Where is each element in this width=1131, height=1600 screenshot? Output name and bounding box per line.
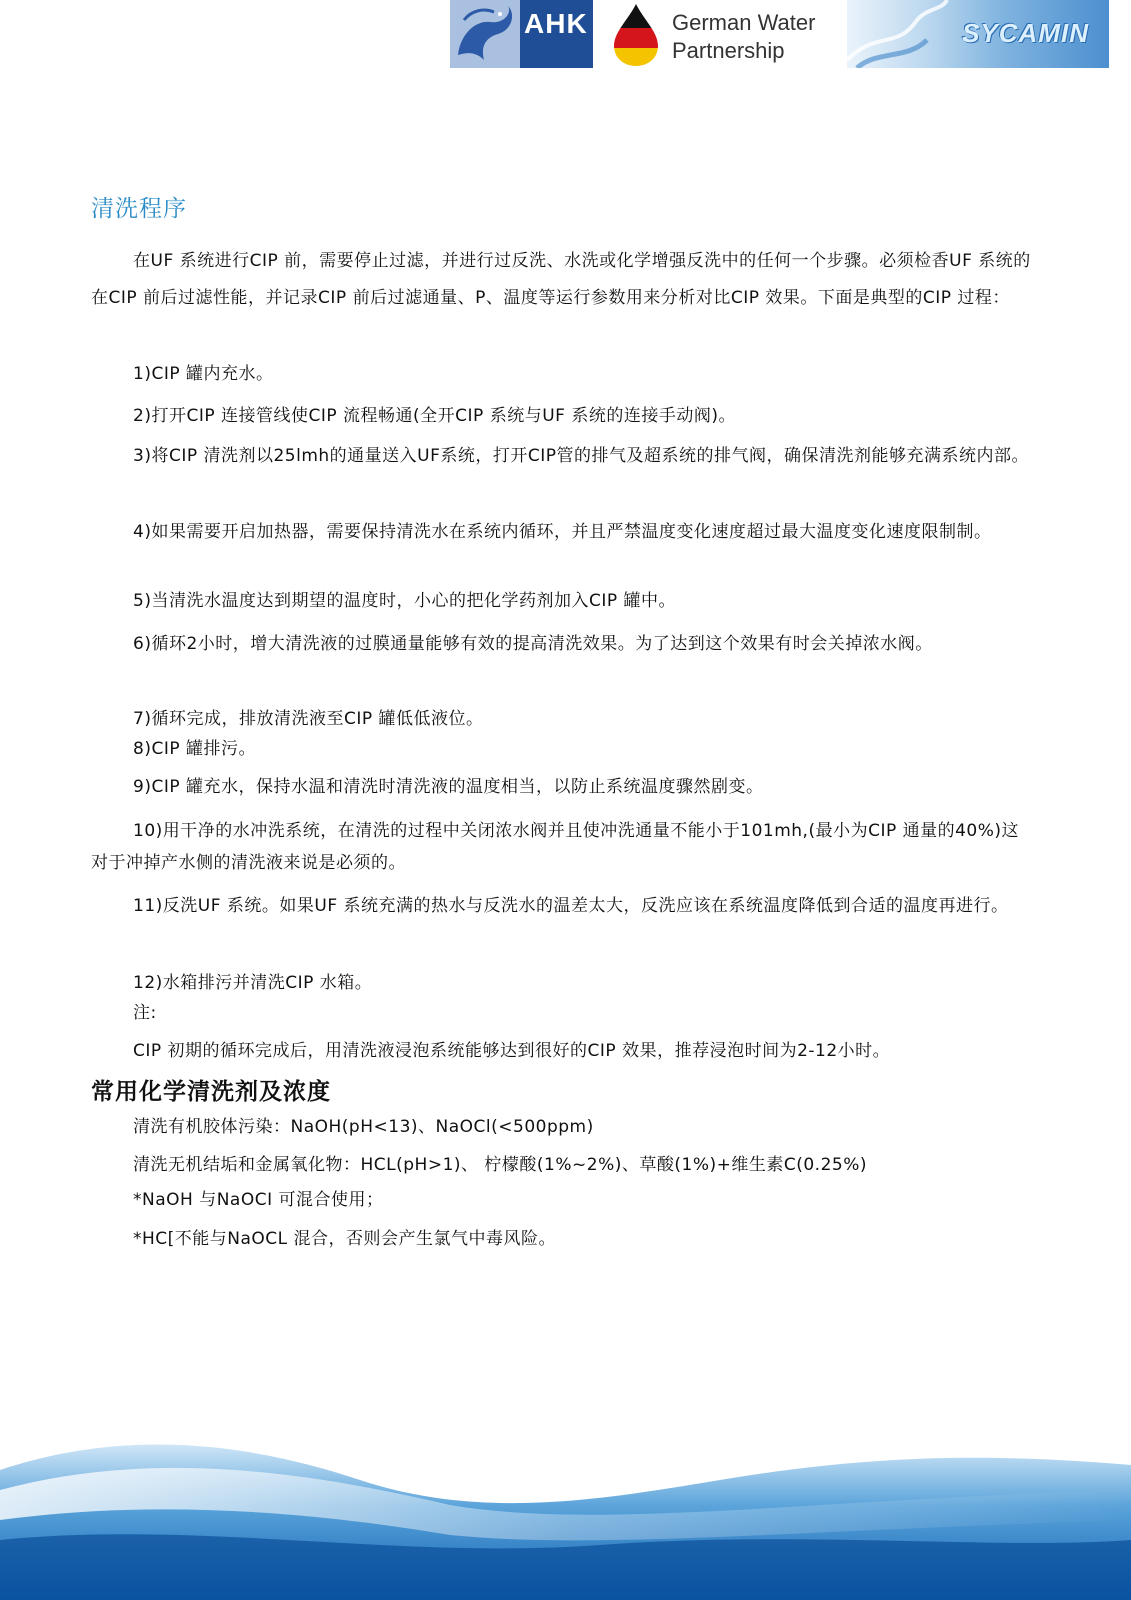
section-title-chemicals: 常用化学清洗剂及浓度 <box>91 1079 331 1105</box>
gwp-line2: Partnership <box>672 38 785 63</box>
chemical-item-2: 清洗无机结垢和金属氧化物：HCL(pH>1)、 柠檬酸(1%~2%)、草酸(1%)+维生素C(0.25%) <box>133 1155 867 1175</box>
step-4-text: 4)如果需要开启加热器，需要保持清洗水在系统内循环，并且严禁温度变化速度超过最大温度变化速度限制制。 <box>133 522 992 542</box>
step-10 <box>91 815 1036 879</box>
chemical-item-4: *HC[不能与NaOCL 混合，否则会产生氯气中毒风险。 <box>133 1229 557 1249</box>
gwp-line1: German Water <box>672 10 816 35</box>
sycamin-logo <box>847 0 1109 68</box>
chemical-item-3: *NaOH 与NaOCI 可混合使用； <box>133 1190 384 1210</box>
step-7: 7)循环完成，排放清洗液至CIP 罐低低液位。 <box>133 709 484 729</box>
step-6 <box>91 628 1036 660</box>
header-logos <box>450 0 1110 70</box>
step-2: 2)打开CIP 连接管线使CIP 流程畅通(全开CIP 系统与UF 系统的连接手动阀)。 <box>133 406 736 426</box>
step-8: 8)CIP 罐排污。 <box>133 739 256 759</box>
water-drop-icon <box>610 2 662 68</box>
intro-text: 在UF 系统进行CIP 前，需要停止过滤，并进行过反洗、水洗或化学增强反洗中的任何一个步骤。必须检香UF 系统的在CIP 前后过滤性能，并记录CIP 前后过滤通量、P、温度等运行参数用来分析对比CIP 效果。下面是典型的CIP 过程： <box>91 251 1031 308</box>
intro-paragraph <box>91 243 1036 317</box>
chemical-item-1: 清洗有机胶体污染：NaOH(pH<13)、NaOCl(<500ppm) <box>133 1117 594 1137</box>
german-water-partnership-logo <box>610 0 840 70</box>
step-3 <box>91 440 1036 472</box>
step-3-text: 3)将CIP 清洗剂以25lmh的通量送入UF系统，打开CIP管的排气及超系统的排气阀，确保清洗剂能够充满系统内部。 <box>133 446 1030 466</box>
water-wave-decoration <box>0 1410 1131 1600</box>
dragon-icon <box>450 0 520 68</box>
step-10-text: 10)用干净的水冲洗系统，在清洗的过程中关闭浓水阀并且使冲洗通量不能小于101mh,(最小为CIP 通量的40%)这对于冲掉产水侧的清洗液来说是必须的。 <box>91 821 1020 873</box>
section-title-cleaning-procedure: 清洗程序 <box>91 196 187 222</box>
ahk-label: AHK <box>524 8 588 39</box>
step-1: 1)CIP 罐内充水。 <box>133 364 274 384</box>
step-12: 12)水箱排污并清洗CIP 水箱。 <box>133 973 373 993</box>
step-6-text: 6)循环2小时，增大清洗液的过膜通量能够有效的提高清洗效果。为了达到这个效果有时会关掉浓水阀。 <box>133 634 933 654</box>
sycamin-label: SYCAMIN <box>962 18 1089 48</box>
note-text: CIP 初期的循环完成后，用清洗液浸泡系统能够达到很好的CIP 效果，推荐浸泡时间为2-12小时。 <box>133 1041 891 1061</box>
note-label: 注: <box>133 1003 157 1023</box>
step-9: 9)CIP 罐充水，保持水温和清洗时清洗液的温度相当，以防止系统温度骤然剧变。 <box>133 777 764 797</box>
step-11 <box>91 890 1036 922</box>
step-4 <box>91 516 1036 548</box>
step-11-text: 11)反洗UF 系统。如果UF 系统充满的热水与反洗水的温差太大，反洗应该在系统温度降低到合适的温度再进行。 <box>133 896 1009 916</box>
ahk-logo <box>450 0 593 68</box>
step-5: 5)当清洗水温度达到期望的温度时，小心的把化学药剂加入CIP 罐中。 <box>133 591 676 611</box>
